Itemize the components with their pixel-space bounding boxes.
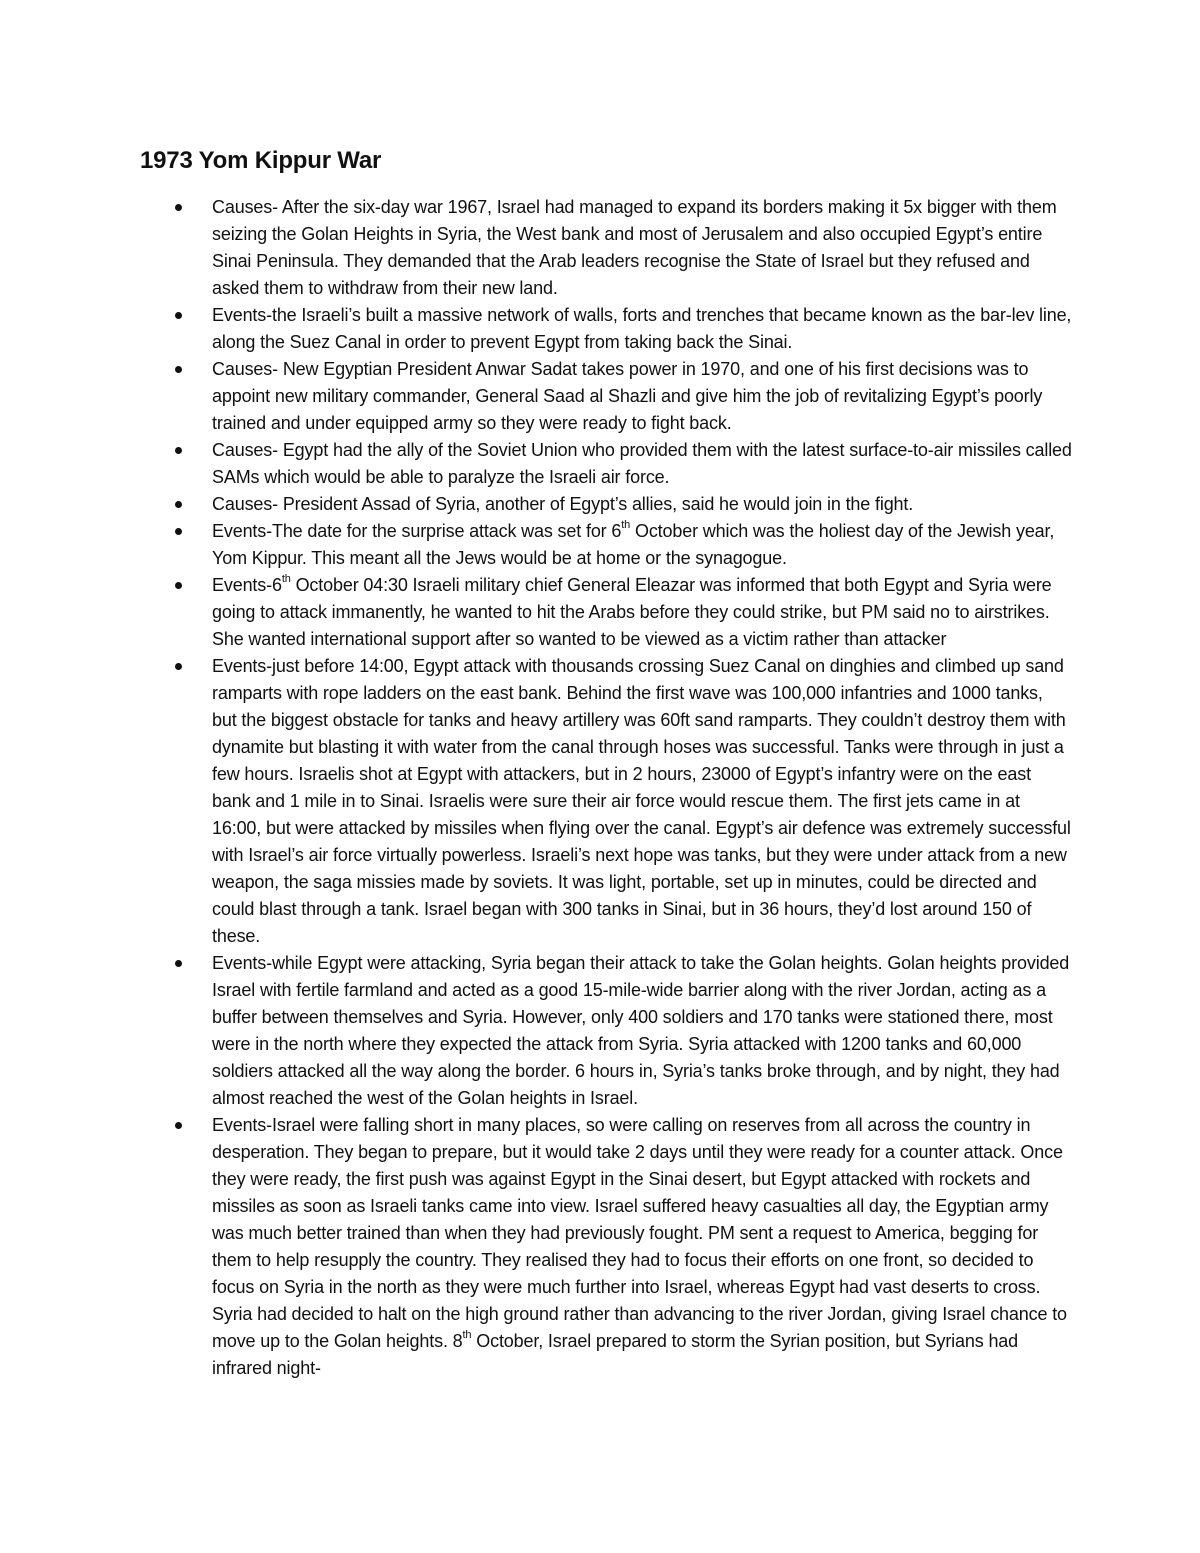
ordinal-suffix: th	[462, 1329, 472, 1341]
bullet-item	[212, 1112, 1072, 1382]
bullet-text: Causes- After the six-day war 1967, Israel had managed to expand its borders making it 5x bigger with them seizing the Golan Heights in Syria, the West bank and most of Jerusalem and also occupied Egypt’s entire Sinai Peninsula. They demanded that the Arab leaders recognise the State of Israel but they refused and asked them to withdraw from their new land.	[212, 197, 1057, 298]
bullet-text: Causes- Egypt had the ally of the Soviet Union who provided them with the latest surface-to-air missiles called SAMs which would be able to paralyze the Israeli air force.	[212, 440, 1072, 487]
bullet-icon	[175, 960, 182, 967]
bullet-item	[212, 194, 1072, 302]
bullet-text: October which was the holiest day of the Jewish year, Yom Kippur. This meant all the Jews would be at home or the synagogue.	[212, 521, 1055, 568]
bullet-item	[212, 572, 1072, 653]
bullet-icon	[175, 528, 182, 535]
bullet-item	[212, 653, 1072, 950]
bullet-text: Events-the Israeli’s built a massive network of walls, forts and trenches that became known as the bar-lev line, along the Suez Canal in order to prevent Egypt from taking back the Sinai.	[212, 305, 1072, 352]
bullet-icon	[175, 312, 182, 319]
bullet-text: Events-while Egypt were attacking, Syria began their attack to take the Golan heights. Golan heights provided Israel with fertile farmland and acted as a good 15-mile-wide barrier along with the river Jordan, acting as a buffer between themselves and Syria. However, only 400 soldiers and 170 tanks were stationed there, most were in the north where they expected the attack from Syria. Syria attacked with 1200 tanks and 60,000 soldiers attacked all the way along the border. 6 hours in, Syria’s tanks broke through, and by night, they had almost reached the west of the Golan heights in Israel.	[212, 953, 1070, 1108]
bullet-icon	[175, 366, 182, 373]
bullet-item	[212, 950, 1072, 1112]
bullet-item	[212, 518, 1072, 572]
ordinal-suffix: th	[281, 573, 291, 585]
bullet-icon	[175, 447, 182, 454]
bullet-icon	[175, 663, 182, 670]
ordinal-suffix: th	[621, 519, 631, 531]
bullet-list	[212, 194, 1072, 1382]
bullet-item	[212, 302, 1072, 356]
bullet-item	[212, 437, 1072, 491]
bullet-icon	[175, 501, 182, 508]
bullet-text: October, Israel prepared to storm the Syrian position, but Syrians had infrared night-	[212, 1331, 1019, 1378]
bullet-text: Causes- President Assad of Syria, another of Egypt’s allies, said he would join in the fight.	[212, 494, 914, 514]
bullet-icon	[175, 582, 182, 589]
bullet-icon	[175, 1122, 182, 1129]
bullet-text: Causes- New Egyptian President Anwar Sadat takes power in 1970, and one of his first decisions was to appoint new military commander, General Saad al Shazli and give him the job of revitalizing Egypt’s poorly trained and under equipped army so they were ready to fight back.	[212, 359, 1043, 433]
bullet-text: Events-just before 14:00, Egypt attack with thousands crossing Suez Canal on dinghies and climbed up sand ramparts with rope ladders on the east bank. Behind the first wave was 100,000 infantries and 1000 tanks, but the biggest obstacle for tanks and heavy artillery was 60ft sand ramparts. They couldn’t destroy them with dynamite but blasting it with water from the canal through hoses was successful. Tanks were through in just a few hours. Israelis shot at Egypt with attackers, but in 2 hours, 23000 of Egypt’s infantry were on the east bank and 1 mile in to Sinai. Israelis were sure their air force would rescue them. The first jets came in at 16:00, but were attacked by missiles when flying over the canal. Egypt’s air defence was extremely successful with Israel’s air force virtually powerless. Israeli’s next hope was tanks, but they were under attack from a new weapon, the saga missies made by soviets. It was light, portable, set up in minutes, could be directed and could blast through a tank. Israel began with 300 tanks in Sinai, but in 36 hours, they’d lost around 150 of these.	[212, 656, 1071, 946]
bullet-text: Events-Israel were falling short in many places, so were calling on reserves from all across the country in desperation. They began to prepare, but it would take 2 days until they were ready for a counter attack. Once they were ready, the first push was against Egypt in the Sinai desert, but Egypt attacked with rockets and missiles as soon as Israeli tanks came into view. Israel suffered heavy casualties all day, the Egyptian army was much better trained than when they had previously fought. PM sent a request to America, begging for them to help resupply the country. They realised they had to focus their efforts on one front, so decided to focus on Syria in the north as they were much further into Israel, whereas Egypt had vast deserts to cross. Syria had decided to halt on the high ground rather than advancing to the river Jordan, giving Israel chance to move up to the Golan heights. 8	[212, 1115, 1067, 1351]
bullet-text: Events-6	[212, 575, 282, 595]
bullet-icon	[175, 204, 182, 211]
bullet-item	[212, 356, 1072, 437]
bullet-text: October 04:30 Israeli military chief General Eleazar was informed that both Egypt and Syria were going to attack immanently, he wanted to hit the Arabs before they could strike, but PM said no to airstrikes. She wanted international support after so wanted to be viewed as a victim rather than attacker	[212, 575, 1052, 649]
bullet-text: Events-The date for the surprise attack was set for 6	[212, 521, 622, 541]
document-title: 1973 Yom Kippur War	[140, 147, 382, 174]
bullet-item	[212, 491, 1072, 518]
